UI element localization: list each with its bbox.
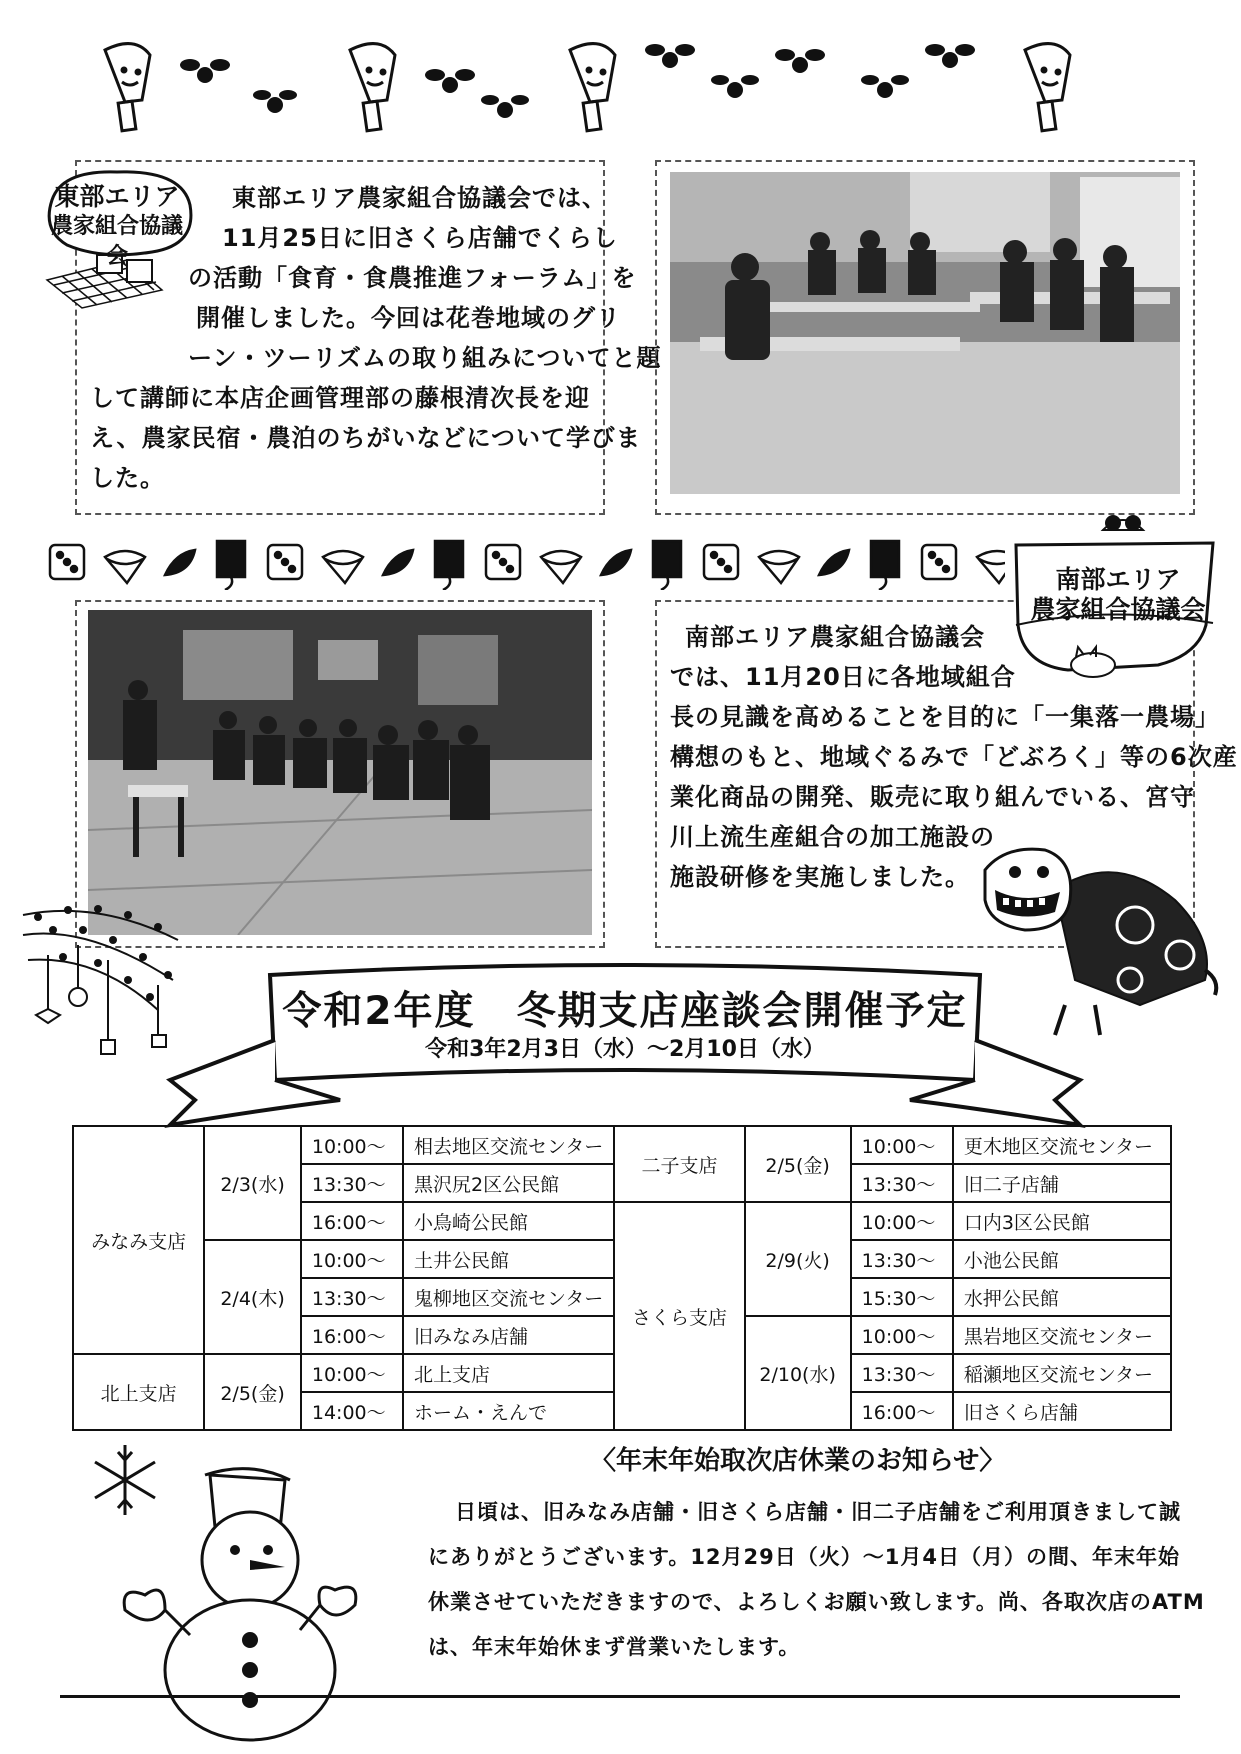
east-text-line: ーン・ツーリズムの取り組みについてと題 — [188, 344, 662, 372]
time-cell: 16:00～ — [301, 1316, 403, 1354]
time-cell: 10:00～ — [851, 1126, 953, 1164]
top-icon — [105, 551, 145, 583]
east-text-line: した。 — [90, 464, 165, 492]
east-text-line: の活動「食育・食農推進フォーラム」を — [188, 264, 637, 292]
date-cell: 2/5(金) — [745, 1126, 851, 1202]
south-badge — [1008, 505, 1223, 700]
top-icon — [323, 551, 363, 583]
branch-cell: みなみ支店 — [73, 1126, 204, 1354]
east-text-line: して講師に本店企画管理部の藤根清次長を迎 — [90, 384, 590, 412]
notice-line: にありがとうございます。12月29日（火）～1月4日（月）の間、年末年始 — [428, 1545, 1180, 1569]
branch-cell: 二子支店 — [614, 1126, 744, 1202]
east-text-line: 11月25日に旧さくら店舗でくらし — [222, 224, 618, 252]
flower-icon — [861, 75, 909, 98]
time-cell: 16:00～ — [301, 1202, 403, 1240]
time-cell: 10:00～ — [301, 1354, 403, 1392]
place-cell: 旧二子店舗 — [953, 1164, 1171, 1202]
time-cell: 13:30～ — [301, 1278, 403, 1316]
leaf-icon — [165, 550, 195, 575]
hagoita-icon — [350, 44, 395, 131]
top-icon — [977, 551, 1005, 583]
temari-icon — [69, 988, 87, 1006]
ground-line — [60, 1695, 1180, 1698]
flower-icon — [180, 59, 230, 83]
south-text-line: 川上流生産組合の加工施設の — [670, 823, 995, 851]
hagoita-icon — [1025, 44, 1070, 131]
banner-title: 令和2年度 冬期支店座談会開催予定 — [282, 989, 968, 1034]
flower-icon — [775, 49, 825, 73]
date-cell: 2/10(水) — [745, 1316, 851, 1430]
place-cell: 旧さくら店舗 — [953, 1392, 1171, 1430]
east-badge — [32, 160, 202, 310]
place-cell: 北上支店 — [403, 1354, 614, 1392]
south-facility-photo — [88, 610, 592, 935]
top-icon — [759, 551, 799, 583]
snowman-illustration — [110, 1455, 390, 1745]
event-banner — [160, 960, 1090, 1130]
dice-icon — [486, 545, 520, 579]
branch-cell: さくら支店 — [614, 1202, 744, 1430]
place-cell: 更木地区交流センター — [953, 1126, 1171, 1164]
leaf-icon — [383, 550, 413, 575]
east-meeting-photo — [670, 172, 1180, 494]
east-text-line: 開催しました。今回は花巻地域のグリ — [196, 304, 621, 332]
place-cell: 小鳥崎公民館 — [403, 1202, 614, 1240]
flower-icon — [253, 90, 297, 113]
east-text-line: え、農家民宿・農泊のちがいなどについて学びま — [90, 424, 641, 452]
flower-icon — [645, 44, 695, 68]
flower-icon — [711, 75, 759, 98]
date-cell: 2/3(水) — [204, 1126, 301, 1240]
notice-line: は、年末年始休まず営業いたします。 — [428, 1635, 801, 1659]
time-cell: 10:00～ — [301, 1240, 403, 1278]
kite-icon — [217, 541, 245, 590]
time-cell: 14:00～ — [301, 1392, 403, 1430]
fish-icon — [36, 1009, 60, 1023]
south-text-line: 長の見識を高めることを目的に「一集落一農場」 — [670, 703, 1220, 731]
flower-icon — [425, 69, 475, 93]
dice-icon — [922, 545, 956, 579]
south-text-line: 構想のもと、地域ぐるみで「どぶろく」等の6次産 — [670, 743, 1238, 771]
east-badge-line1: 東部エリア — [54, 182, 180, 211]
branch-cell: 北上支店 — [73, 1354, 204, 1430]
flower-icon — [481, 95, 529, 118]
dice-icon — [268, 545, 302, 579]
hagoita-icon — [570, 44, 615, 131]
kite-icon — [435, 541, 463, 590]
banner-subtitle: 令和3年2月3日（水）～2月10日（水） — [425, 1037, 825, 1062]
east-text-line: 東部エリア農家組合協議会では、 — [232, 184, 607, 212]
time-cell: 10:00～ — [301, 1126, 403, 1164]
schedule-table — [72, 1125, 1172, 1431]
top-decoration — [80, 30, 1170, 135]
south-badge-line2: 農家組合協議会 — [1030, 595, 1206, 624]
dice-icon — [101, 1040, 115, 1054]
time-cell: 13:30～ — [851, 1164, 953, 1202]
place-cell: 小池公民館 — [953, 1240, 1171, 1278]
time-cell: 13:30～ — [851, 1240, 953, 1278]
time-cell: 10:00～ — [851, 1202, 953, 1240]
date-cell: 2/4(木) — [204, 1240, 301, 1354]
hagoita-icon — [105, 44, 150, 131]
time-cell: 13:30～ — [851, 1354, 953, 1392]
place-cell: 鬼柳地区交流センター — [403, 1278, 614, 1316]
place-cell: 水押公民館 — [953, 1278, 1171, 1316]
place-cell: 旧みなみ店舗 — [403, 1316, 614, 1354]
east-badge-line2: 農家組合協議会 — [50, 214, 183, 269]
notice-title: 〈年末年始取次店休業のお知らせ〉 — [590, 1446, 1006, 1476]
dice-icon — [50, 545, 84, 579]
place-cell: 稲瀬地区交流センター — [953, 1354, 1171, 1392]
south-text-line: 南部エリア農家組合協議会 — [685, 623, 985, 651]
flower-icon — [925, 44, 975, 68]
date-cell: 2/5(金) — [204, 1354, 301, 1430]
time-cell: 16:00～ — [851, 1392, 953, 1430]
table-row — [73, 1126, 1171, 1164]
south-badge-line1: 南部エリア — [1055, 565, 1181, 594]
place-cell: 相去地区交流センター — [403, 1126, 614, 1164]
top-icon — [541, 551, 581, 583]
place-cell: 口内3区公民館 — [953, 1202, 1171, 1240]
time-cell: 15:30～ — [851, 1278, 953, 1316]
place-cell: 土井公民館 — [403, 1240, 614, 1278]
dice-icon — [704, 545, 738, 579]
kite-icon — [653, 541, 681, 590]
middle-decoration — [45, 535, 1005, 590]
leaf-icon — [819, 550, 849, 575]
date-cell: 2/9(火) — [745, 1202, 851, 1316]
notice-line: 休業させていただきますので、よろしくお願い致します。尚、各取次店のATM — [428, 1590, 1205, 1614]
south-text-line: 施設研修を実施しました。 — [670, 863, 970, 891]
place-cell: 黒沢尻2区公民館 — [403, 1164, 614, 1202]
kite-icon — [871, 541, 899, 590]
time-cell: 13:30～ — [301, 1164, 403, 1202]
place-cell: 黒岩地区交流センター — [953, 1316, 1171, 1354]
place-cell: ホーム・えんで — [403, 1392, 614, 1430]
time-cell: 10:00～ — [851, 1316, 953, 1354]
south-text-line: 業化商品の開発、販売に取り組んでいる、宮守 — [670, 783, 1195, 811]
south-text-line: では、11月20日に各地域組合 — [670, 663, 1016, 691]
notice-line: 日頃は、旧みなみ店舗・旧さくら店舗・旧二子店舗をご利用頂きまして誠 — [455, 1500, 1181, 1524]
leaf-icon — [601, 550, 631, 575]
